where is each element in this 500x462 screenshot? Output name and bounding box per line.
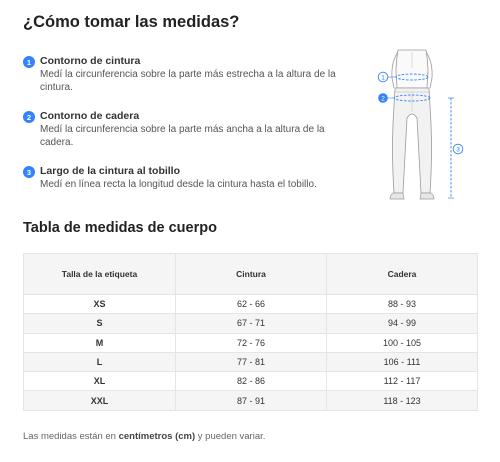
marker-2-icon	[378, 93, 388, 103]
step-number-badge: 3	[23, 166, 35, 178]
step-description: Medí en línea recta la longitud desde la cintura hasta el tobillo.	[40, 179, 317, 190]
page-title: ¿Cómo tomar las medidas?	[23, 13, 240, 31]
svg-text:2: 2	[381, 95, 385, 103]
column-header-waist: Cintura	[176, 254, 327, 295]
step-title: Contorno de cadera	[40, 110, 140, 122]
footnote-text: Las medidas están en	[23, 431, 119, 442]
size-cell: L	[24, 352, 176, 371]
step-number-badge: 2	[23, 111, 35, 123]
waist-cell: 82 - 86	[176, 372, 327, 391]
step-number-badge: 1	[23, 56, 35, 68]
step-title: Contorno de cintura	[40, 55, 141, 67]
size-cell: XL	[24, 372, 176, 391]
svg-text:1: 1	[381, 74, 385, 82]
size-table-title: Tabla de medidas de cuerpo	[23, 220, 217, 236]
step-title: Largo de la cintura al tobillo	[40, 165, 181, 177]
units-footnote	[23, 431, 265, 442]
table-header-row	[24, 254, 478, 295]
table-row	[24, 295, 478, 314]
marker-3-icon	[453, 144, 463, 154]
body-measurement-figure	[372, 48, 472, 210]
hip-cell: 106 - 111	[327, 352, 478, 371]
column-header-hip: Cadera	[327, 254, 478, 295]
table-row	[24, 372, 478, 391]
hip-cell: 100 - 105	[327, 333, 478, 352]
waist-cell: 62 - 66	[176, 295, 327, 314]
footnote-text-end: y pueden variar.	[195, 431, 266, 442]
size-cell: XXL	[24, 391, 176, 410]
hip-cell: 94 - 99	[327, 314, 478, 333]
pants-figure-icon	[372, 48, 472, 210]
waist-cell: 72 - 76	[176, 333, 327, 352]
hip-cell: 118 - 123	[327, 391, 478, 410]
size-cell: S	[24, 314, 176, 333]
step-description: Medí la circunferencia sobre la parte más ancha a la altura de la cadera.	[40, 124, 325, 148]
footnote-unit: centímetros (cm)	[118, 431, 196, 442]
size-table	[23, 253, 478, 411]
waist-cell: 77 - 81	[176, 352, 327, 371]
size-cell: M	[24, 333, 176, 352]
table-row	[24, 314, 478, 333]
hip-cell: 88 - 93	[327, 295, 478, 314]
table-row	[24, 391, 478, 410]
svg-text:3: 3	[456, 146, 460, 154]
step-description: Medí la circunferencia sobre la parte más estrecha a la altura de la cintura.	[40, 69, 336, 93]
marker-1-icon	[378, 72, 388, 82]
waist-cell: 87 - 91	[176, 391, 327, 410]
size-cell: XS	[24, 295, 176, 314]
table-row	[24, 333, 478, 352]
waist-cell: 67 - 71	[176, 314, 327, 333]
table-row	[24, 352, 478, 371]
hip-cell: 112 - 117	[327, 372, 478, 391]
column-header-size: Talla de la etiqueta	[24, 254, 176, 295]
